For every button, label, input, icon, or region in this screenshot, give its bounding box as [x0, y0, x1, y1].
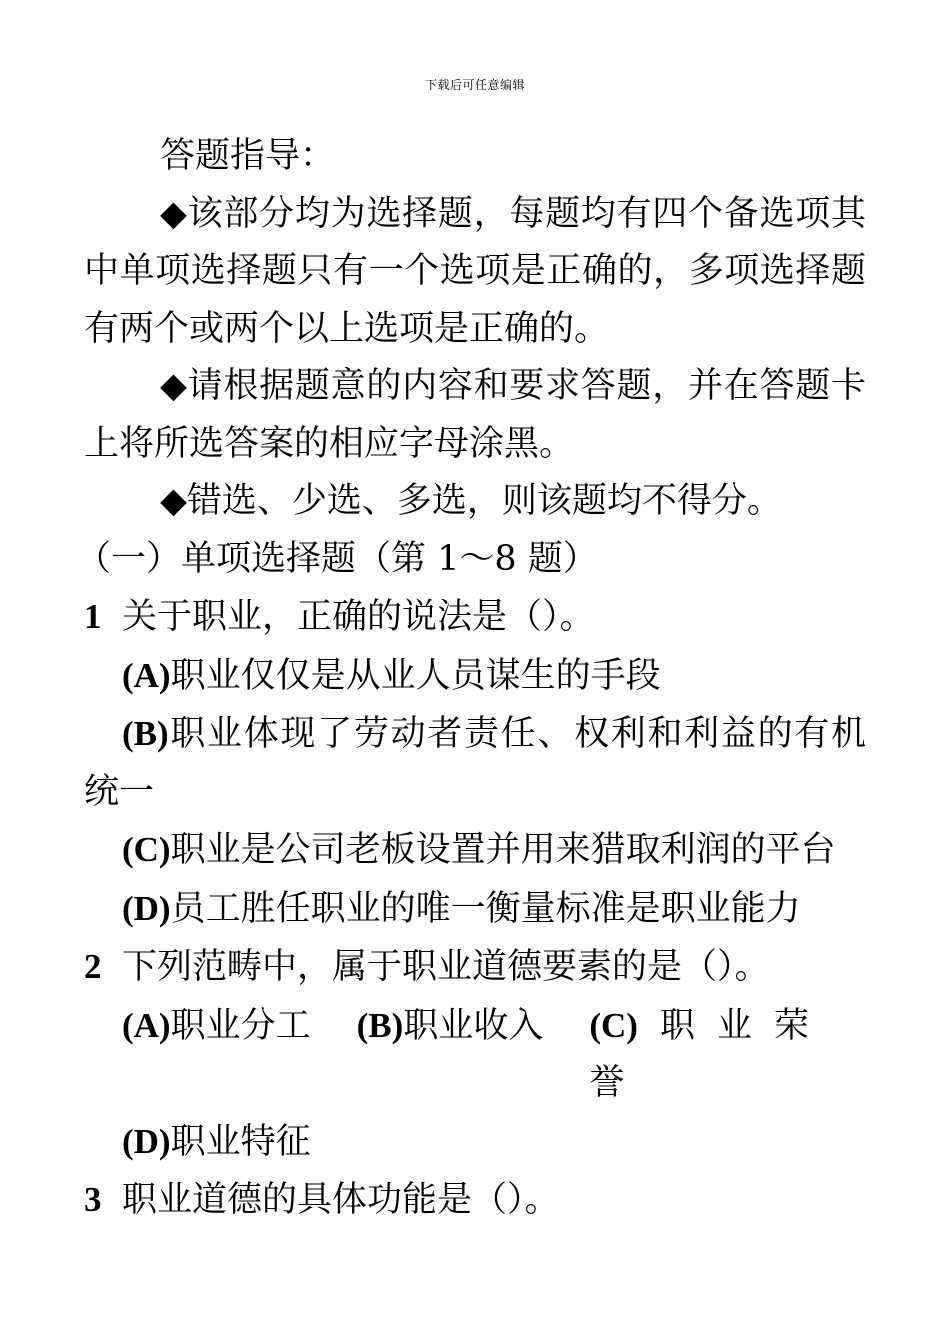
question-text: 职业道德的具体功能是（）。: [122, 1180, 560, 1220]
option-1c: [84, 821, 866, 880]
option-2a: [122, 997, 311, 1113]
option-1b: [84, 705, 866, 821]
option-text: 职业特征: [170, 1121, 311, 1162]
question-1: [84, 588, 866, 647]
guide-item-1: ◆该部分均为选择题，每题均有四个备选项其中单项选择题只有一个选项是正确的，多项选择题有两个或两个以上选项是正确的。: [84, 193, 866, 349]
option-2b: [357, 997, 544, 1113]
option-label: (B): [122, 714, 169, 753]
question-number: 1: [84, 597, 102, 636]
option-2c: [589, 997, 866, 1113]
guide-item-3: ◆错选、少选、多选，则该题均不得分。: [160, 481, 782, 521]
option-label: (C): [122, 830, 171, 869]
option-text: 职业分工: [170, 1005, 311, 1046]
option-2d: [84, 1113, 866, 1172]
guide-title: 答题指导：: [160, 136, 336, 176]
options-row-2: [84, 997, 866, 1113]
option-text: 职业体现了劳动者责任、权利和利益的有机统一: [84, 714, 866, 812]
guide-item-2: ◆请根据题意的内容和要求答题，并在答题卡上将所选答案的相应字母涂黑。: [84, 366, 866, 464]
question-text: 关于职业，正确的说法是（）。: [122, 597, 595, 637]
option-label: (D): [122, 1121, 171, 1161]
option-text: 职业仅仅是从业人员谋生的手段: [170, 655, 661, 696]
option-label: (D): [122, 888, 171, 928]
option-label: (C): [589, 1005, 638, 1045]
option-label: (B): [356, 1005, 404, 1045]
question-number: 2: [84, 947, 102, 986]
option-text: 职业是公司老板设置并用来猎取利润的平台: [170, 830, 836, 870]
question-2: [84, 938, 866, 997]
option-text: 职业收入: [403, 1005, 544, 1046]
option-label: (A): [122, 1005, 171, 1045]
option-text: 员工胜任职业的唯一衡量标准是职业能力: [170, 888, 801, 929]
document-body: [76, 128, 866, 1230]
option-1a: [84, 647, 866, 706]
option-text: 职业荣誉: [589, 1005, 831, 1103]
question-3: [84, 1171, 866, 1230]
option-label: (A): [122, 655, 171, 695]
page-header: 下载后可任意编辑: [424, 78, 525, 92]
section-title: （一）单项选择题（第 1～8 题）: [76, 538, 598, 579]
question-number: 3: [84, 1180, 102, 1219]
question-text: 下列范畴中，属于职业道德要素的是（）。: [122, 947, 770, 987]
option-1d: [84, 880, 866, 939]
